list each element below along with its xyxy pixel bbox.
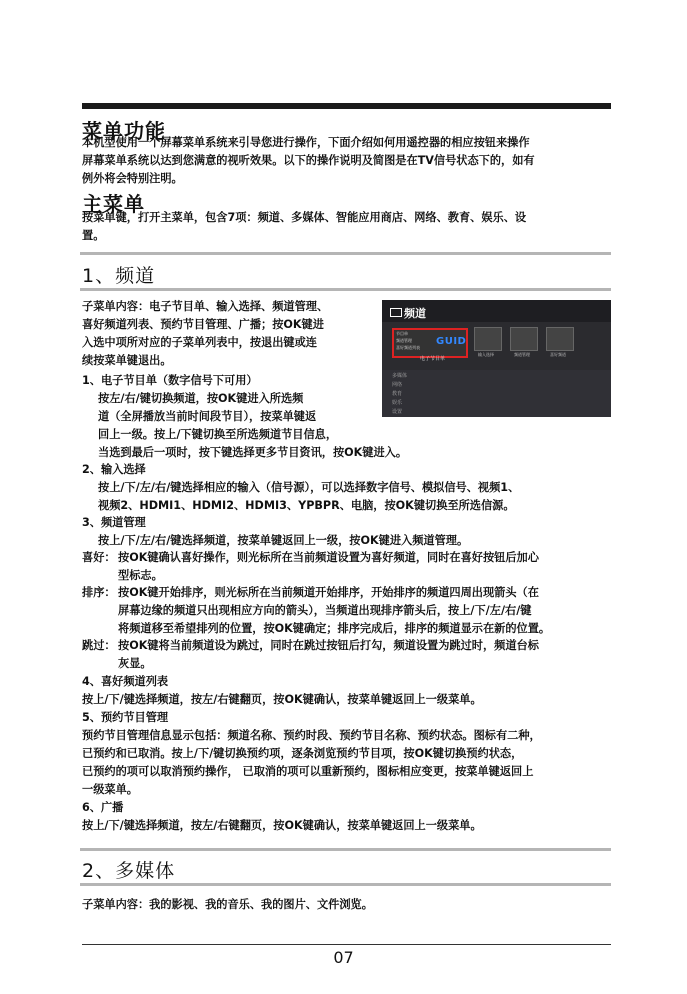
- section-1-title: 1、频道: [82, 265, 156, 287]
- channel-intro-line: 入选中项所对应的子菜单列表中，按退出键或连: [82, 336, 317, 349]
- screenshot-sub-item: 频道管理: [396, 338, 412, 343]
- item-1-line: 当选到最后一项时，按下键选择更多节目资讯，按OK键进入。: [98, 446, 408, 459]
- screenshot-title: 频道: [404, 307, 426, 320]
- item-5-line: 预约节目管理信息显示包括：频道名称、预约时段、预约节目名称、预约状态。图标有二种，: [82, 729, 541, 742]
- screenshot-card-label: 输入选择: [478, 352, 494, 357]
- guide-label: GUID: [436, 336, 467, 347]
- sort-line: 按OK键开始排序，则光标所在当前频道开始排序，开始排序的频道四周出现箭头（在: [118, 586, 539, 599]
- fav-label: 喜好：: [82, 551, 116, 564]
- screenshot-lower-band: [382, 370, 611, 417]
- footer-rule: [82, 944, 611, 945]
- skip-line: 按OK键将当前频道设为跳过，同时在跳过按钮后打勾，频道设置为跳过时，频道台标: [118, 639, 539, 652]
- screenshot-list-item: 网络: [392, 382, 403, 388]
- screenshot-card: [474, 327, 502, 351]
- channel-intro-line: 喜好频道列表、预约节目管理、广播；按OK键进: [82, 318, 324, 331]
- sort-label: 排序：: [82, 586, 116, 599]
- screenshot-sub-item: 节目单: [396, 331, 408, 336]
- item-1-line: 道（全屏播放当前时间段节目），按菜单键返: [98, 410, 317, 423]
- item-5-line: 已预约的项可以取消预约操作， 已取消的项可以重新预约，图标相应变更，按菜单键返回上: [82, 765, 534, 778]
- item-5-line: 一级菜单。: [82, 783, 138, 796]
- multimedia-line: 子菜单内容：我的影视、我的音乐、我的图片、文件浏览。: [82, 898, 373, 911]
- sort-line: 将频道移至希望排列的位置，按OK键确定；排序完成后，排序的频道显示在新的位置。: [118, 622, 551, 635]
- section-divider: [80, 288, 611, 291]
- item-5-heading: 5、预约节目管理: [82, 711, 169, 724]
- tv-icon: [390, 308, 402, 317]
- screenshot-list-item: 设置: [392, 409, 403, 415]
- item-6-heading: 6、广播: [82, 801, 124, 814]
- item-1-line: 按左/右/键切换频道，按OK键进入所选频: [98, 392, 304, 405]
- item-3-line: 按上/下/左/右/键选择频道，按菜单键返回上一级，按OK键进入频道管理。: [98, 534, 469, 547]
- intro-line-1: 本机型使用一个屏幕菜单系统来引导您进行操作，下面介绍如何用遥控器的相应按钮来操作: [82, 136, 530, 149]
- section-divider: [80, 848, 611, 851]
- fav-line: 型标志。: [118, 569, 163, 582]
- intro-line-3: 例外将会特别注明。: [82, 172, 183, 185]
- item-6-line: 按上/下/键选择频道，按左/右键翻页，按OK键确认，按菜单键返回上一级菜单。: [82, 819, 482, 832]
- skip-label: 跳过：: [82, 639, 116, 652]
- screenshot-card-label: 频道管理: [514, 352, 530, 357]
- screenshot-list-item: 教育: [392, 391, 403, 397]
- screenshot-card: [546, 327, 574, 351]
- item-5-line: 已预约和已取消。按上/下/键切换预约项，逐条浏览预约节目项，按OK键切换预约状态，: [82, 747, 523, 760]
- top-rule: [82, 103, 611, 109]
- intro-line-2: 屏幕菜单系统以达到您满意的视听效果。以下的操作说明及简图是在TV信号状态下的，如有: [82, 154, 535, 167]
- item-2-heading: 2、输入选择: [82, 463, 146, 476]
- heading-main-menu: 主菜单: [82, 192, 145, 216]
- heading-menu-functions: 菜单功能: [82, 119, 166, 143]
- main-menu-line-1: 按菜单键，打开主菜单，包含7项：频道、多媒体、智能应用商店、网络、教育、娱乐、设: [82, 211, 527, 224]
- section-divider: [80, 252, 611, 255]
- screenshot-card: [510, 327, 538, 351]
- page-number: 07: [333, 948, 354, 967]
- item-1-heading: 1、电子节目单（数字信号下可用）: [82, 374, 258, 387]
- channel-menu-screenshot: [382, 300, 611, 417]
- item-2-line: 视频2、HDMI1、HDMI2、HDMI3、YPBPR、电脑，按OK键切换至所选信源。: [98, 499, 515, 512]
- item-3-heading: 3、频道管理: [82, 516, 146, 529]
- screenshot-card-label: 喜好频道: [550, 352, 566, 357]
- item-4-line: 按上/下/键选择频道，按左/右键翻页，按OK键确认，按菜单键返回上一级菜单。: [82, 693, 482, 706]
- item-1-line: 回上一级。按上/下键切换至所选频道节目信息，: [98, 428, 338, 441]
- main-menu-line-2: 置。: [82, 229, 105, 242]
- screenshot-list-item: 娱乐: [392, 400, 403, 406]
- fav-line: 按OK键确认喜好操作，则光标所在当前频道设置为喜好频道，同时在喜好按钮后加心: [118, 551, 539, 564]
- sort-line: 屏幕边缘的频道只出现相应方向的箭头），当频道出现排序箭头后，按上/下/左/右/键: [118, 604, 532, 617]
- screenshot-list-item: 多媒体: [392, 373, 408, 379]
- channel-intro-line: 子菜单内容：电子节目单、输入选择、频道管理、: [82, 300, 329, 313]
- screenshot-sub-item: 喜好频道列表: [396, 345, 420, 350]
- item-4-heading: 4、喜好频道列表: [82, 675, 169, 688]
- skip-line: 灰显。: [118, 657, 152, 670]
- screenshot-bottom-label: 电子节目单: [420, 356, 446, 362]
- section-2-title: 2、多媒体: [82, 860, 176, 882]
- channel-intro-line: 续按菜单键退出。: [82, 354, 172, 367]
- section-divider: [80, 883, 611, 886]
- item-2-line: 按上/下/左/右/键选择相应的输入（信号源），可以选择数字信号、模拟信号、视频1、: [98, 481, 520, 494]
